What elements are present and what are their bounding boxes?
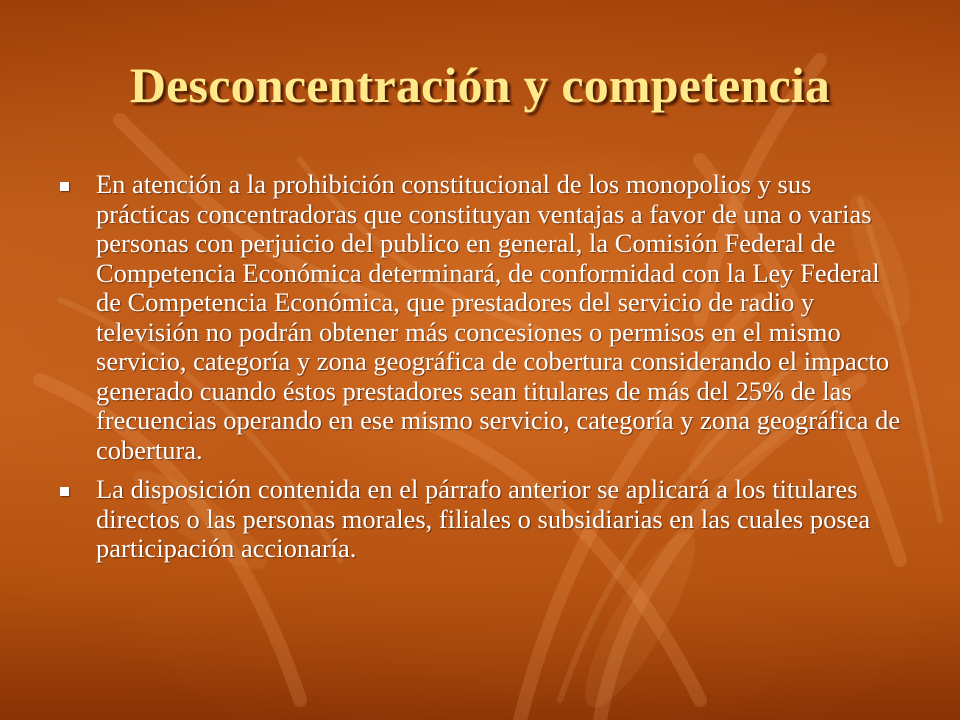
bullet-item (58, 170, 908, 465)
slide-title: Desconcentración y competencia (129, 57, 831, 113)
square-bullet-icon (60, 182, 69, 191)
bullet-list (58, 170, 908, 574)
bullet-text: En atención a la prohibición constitucional de los monopolios y sus prácticas concentradoras que constituyan ventajas a favor de una o varias personas con perjuicio del publico en general, la Comisión Federal de Competencia Económica determinará, de conformidad con la Ley Federal de Competencia Económica, que prestadores del servicio de radio y televisión no podrán obtener más concesiones o permisos en el mismo servicio, categoría y zona geográfica de cobertura considerando el impacto generado cuando éstos prestadores sean titulares de más del 25% de las frecuencias operando en ese mismo servicio, categoría y zona geográfica de cobertura. (96, 169, 901, 465)
bullet-item (58, 475, 908, 564)
bullet-text: La disposición contenida en el párrafo anterior se aplicará a los titulares directos o las personas morales, filiales o subsidiarias en las cuales posea participación accionaría. (96, 474, 871, 563)
square-bullet-icon (60, 487, 69, 496)
